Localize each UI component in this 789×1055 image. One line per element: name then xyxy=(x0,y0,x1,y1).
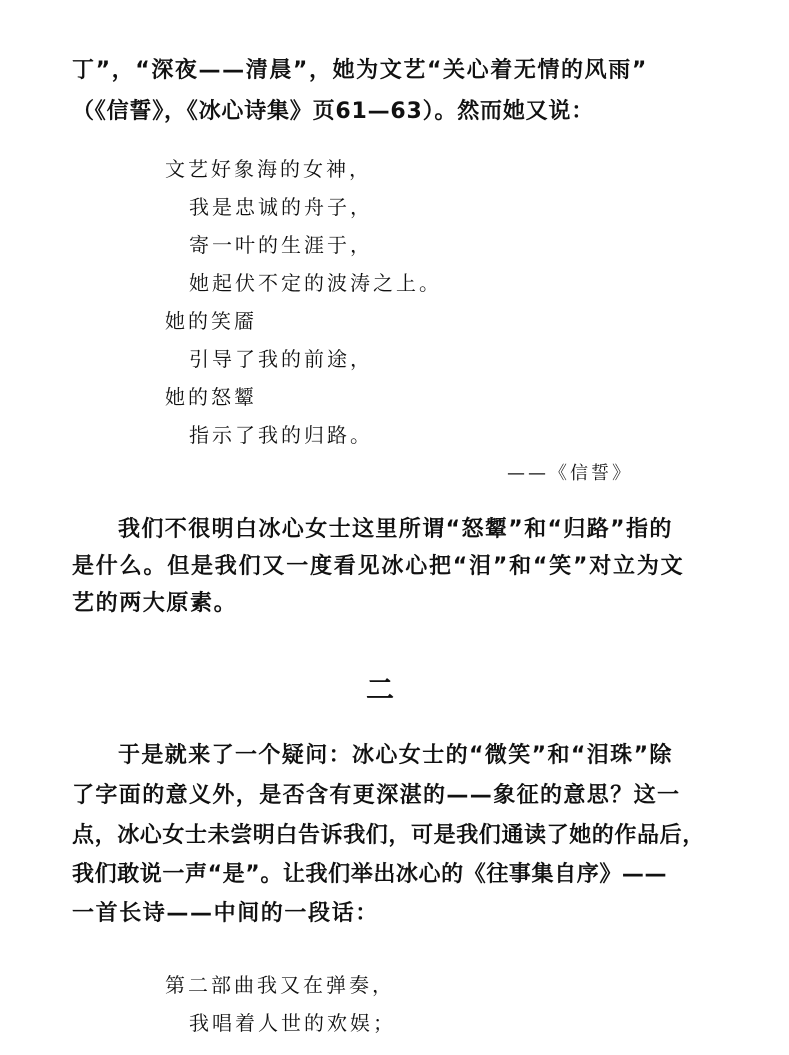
paragraph-3-line-3: 点，冰心女士未尝明白告诉我们，可是我们通读了她的作品后， xyxy=(72,823,705,848)
poem-1-line-4: 她起伏不定的波涛之上。 xyxy=(189,271,442,295)
poem-1-line-3: 寄一叶的生涯于， xyxy=(189,233,373,257)
paragraph-1-line-1: 丁”，“深夜——清晨”，她为文艺“关心着无情的风雨” xyxy=(72,58,648,83)
poem-2-line-1: 第二部曲我又在弹奏， xyxy=(165,973,395,997)
poem-1-attribution: ——《信誓》 xyxy=(507,463,633,484)
poem-2-line-2: 我唱着人世的欢娱； xyxy=(189,1011,396,1035)
poem-1-line-6: 引导了我的前途， xyxy=(189,347,373,371)
poem-1-line-2: 我是忠诚的舟子， xyxy=(189,195,373,219)
section-heading: 二 xyxy=(366,673,395,706)
paragraph-3-line-4: 我们敢说一声“是”。让我们举出冰心的《往事集自序》—— xyxy=(72,862,668,887)
paragraph-1-line-2: （《信誓》，《冰心诗集》页61—63）。然而她又说： xyxy=(72,99,595,124)
paragraph-3-line-2: 了字面的意义外，是否含有更深湛的——象征的意思？这一 xyxy=(72,783,681,808)
poem-1-line-8: 指示了我的归路。 xyxy=(189,423,373,447)
paragraph-3-line-1: 于是就来了一个疑问：冰心女士的“微笑”和“泪珠”除 xyxy=(118,743,673,768)
poem-1-line-1: 文艺好象海的女神， xyxy=(165,157,372,181)
poem-1-line-7: 她的怒颦 xyxy=(165,385,257,409)
paragraph-2-line-3: 艺的两大原素。 xyxy=(72,591,238,616)
paragraph-2-line-2: 是什么。但是我们又一度看见冰心把“泪”和“笑”对立为文 xyxy=(72,554,685,579)
poem-1-line-5: 她的笑靥 xyxy=(165,309,257,333)
paragraph-2-line-1: 我们不很明白冰心女士这里所谓“怒颦”和“归路”指的 xyxy=(118,517,673,542)
paragraph-3-line-5: 一首长诗——中间的一段话： xyxy=(72,901,379,926)
